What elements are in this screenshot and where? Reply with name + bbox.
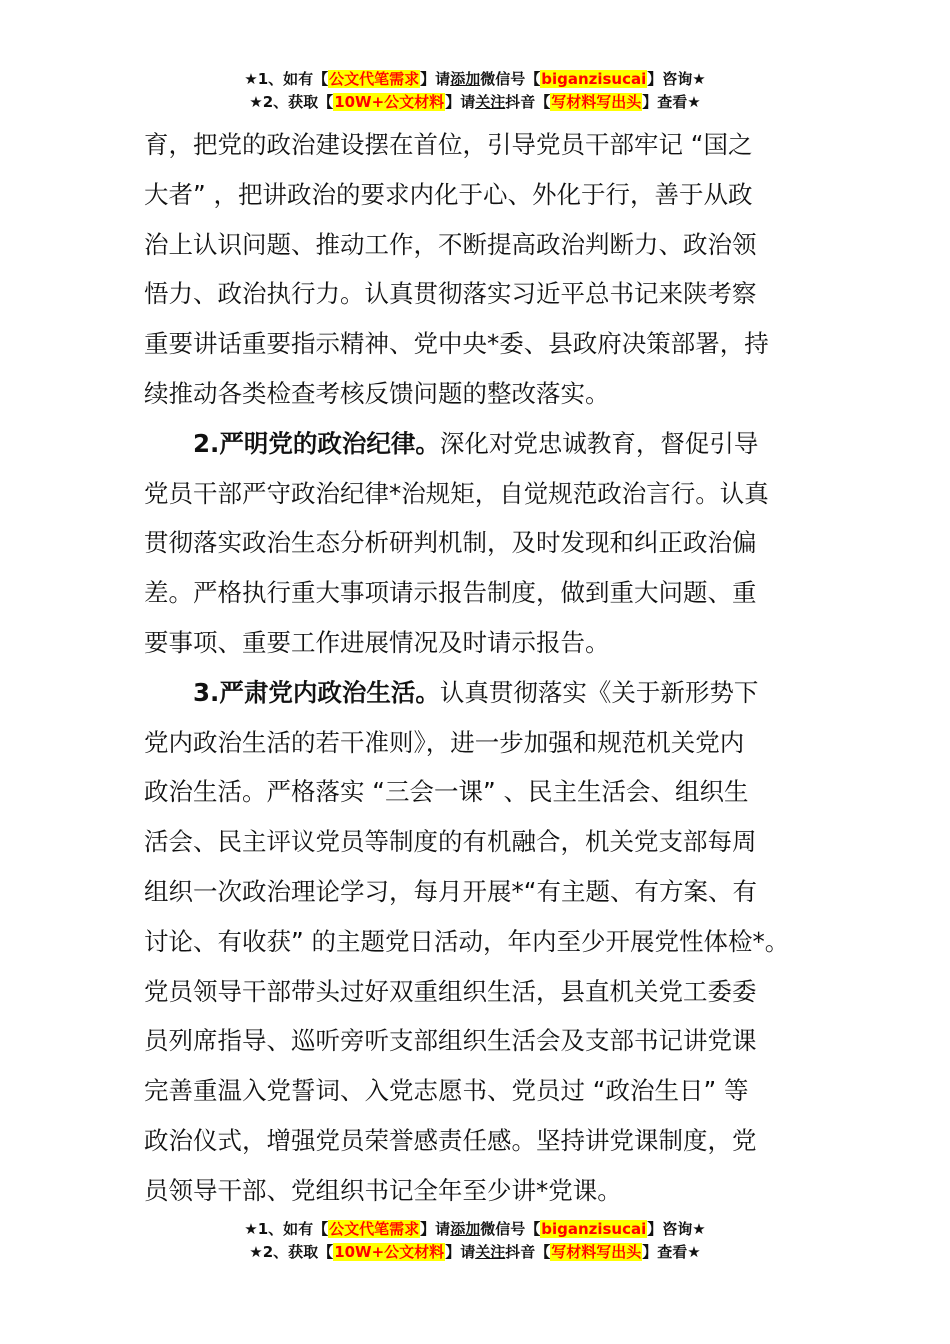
body-line: 员列席指导、巡听旁听支部组织生活会及支部书记讲党课 [144, 1026, 757, 1056]
body-line: 大者” ，把讲政治的要求内化于心、外化于行，善于从政 [144, 179, 753, 209]
body-line: 员领导干部、党组织书记全年至少讲*党课。 [144, 1175, 622, 1205]
body-line: 讨论、有收获” 的主题党日活动，年内至少开展党性体检*。 [144, 926, 790, 956]
body-line: 续推动各类检查考核反馈问题的整改落实。 [144, 378, 610, 408]
banner-text: 】查看★ [642, 1243, 701, 1261]
banner-text: ★2、获取【 [249, 93, 334, 111]
underlined-word: 关注 [475, 1243, 506, 1261]
header-banner [0, 68, 950, 114]
document-body [144, 120, 812, 1216]
banner-text: 抖音【 [505, 93, 551, 111]
paragraph-3-first-line [144, 668, 812, 718]
paragraph-3-heading: 3.严肃党内政治生活。 [193, 677, 440, 707]
banner-text: ★2、获取【 [249, 1243, 334, 1261]
body-line: 政治生活。严格落实 “三会一课” 、民主生活会、组织生 [144, 777, 749, 807]
banner-line-1 [0, 68, 950, 91]
banner-text: 】请 [445, 93, 476, 111]
underlined-word: 添加 [450, 70, 481, 88]
banner-text: 】咨询★ [647, 70, 706, 88]
body-line: 组织一次政治理论学习，每月开展*“有主题、有方案、有 [144, 876, 757, 906]
banner-text: ★1、如有【 [244, 1220, 329, 1238]
highlight-service: 公文代笔需求 [329, 1220, 420, 1238]
body-line: 重要讲话重要指示精神、党中央*委、县政府决策部署，持 [144, 329, 769, 359]
highlight-douyin: 写材料写出头 [551, 1243, 642, 1261]
paragraph-text: 深化对党忠诚教育，督促引导 [439, 428, 759, 458]
body-line: 贯彻落实政治生态分析研判机制，及时发现和纠正政治偏 [144, 528, 757, 558]
banner-text: ★1、如有【 [244, 70, 329, 88]
body-line: 党员领导干部带头过好双重组织生活，县直机关党工委委 [144, 976, 757, 1006]
highlight-wechat-id: biganzisucai [541, 70, 647, 88]
banner-text: 抖音【 [505, 1243, 551, 1261]
body-line: 党员干部严守政治纪律*治规矩，自觉规范政治言行。认真 [144, 478, 769, 508]
body-line: 治上认识问题、推动工作，不断提高政治判断力、政治领 [144, 229, 757, 259]
body-line: 要事项、重要工作进展情况及时请示报告。 [144, 627, 610, 657]
highlight-wechat-id: biganzisucai [541, 1220, 647, 1238]
underlined-word: 关注 [475, 93, 506, 111]
body-line: 悟力、政治执行力。认真贯彻落实习近平总书记来陕考察 [144, 279, 757, 309]
body-line: 差。严格执行重大事项请示报告制度，做到重大问题、重 [144, 578, 757, 608]
body-line: 育，把党的政治建设摆在首位，引导党员干部牢记 “国之 [144, 130, 753, 159]
body-line: 政治仪式，增强党员荣誉感责任感。坚持讲党课制度，党 [144, 1125, 757, 1155]
highlight-materials: 10W+公文材料 [334, 1243, 445, 1261]
banner-line-1 [0, 1218, 950, 1241]
body-line: 党内政治生活的若干准则》，进一步加强和规范机关党内 [144, 727, 745, 757]
paragraph-2-first-line [144, 419, 812, 469]
body-line: 活会、民主评议党员等制度的有机融合，机关党支部每周 [144, 827, 757, 857]
banner-line-2 [0, 91, 950, 114]
paragraph-2-heading: 2.严明党的政治纪律。 [193, 428, 440, 458]
banner-text: 】咨询★ [647, 1220, 706, 1238]
underlined-word: 添加 [450, 1220, 481, 1238]
highlight-service: 公文代笔需求 [329, 70, 420, 88]
banner-text: 微信号【 [480, 70, 541, 88]
highlight-douyin: 写材料写出头 [551, 93, 642, 111]
banner-text: 】请 [420, 1220, 451, 1238]
banner-text: 微信号【 [480, 1220, 541, 1238]
body-line: 完善重温入党誓词、入党志愿书、党员过 “政治生日” 等 [144, 1076, 749, 1106]
banner-line-2 [0, 1241, 950, 1264]
banner-text: 】请 [445, 1243, 476, 1261]
highlight-materials: 10W+公文材料 [334, 93, 445, 111]
footer-banner [0, 1218, 950, 1264]
banner-text: 】请 [420, 70, 451, 88]
banner-text: 】查看★ [642, 93, 701, 111]
paragraph-text: 认真贯彻落实《关于新形势下 [439, 677, 759, 707]
